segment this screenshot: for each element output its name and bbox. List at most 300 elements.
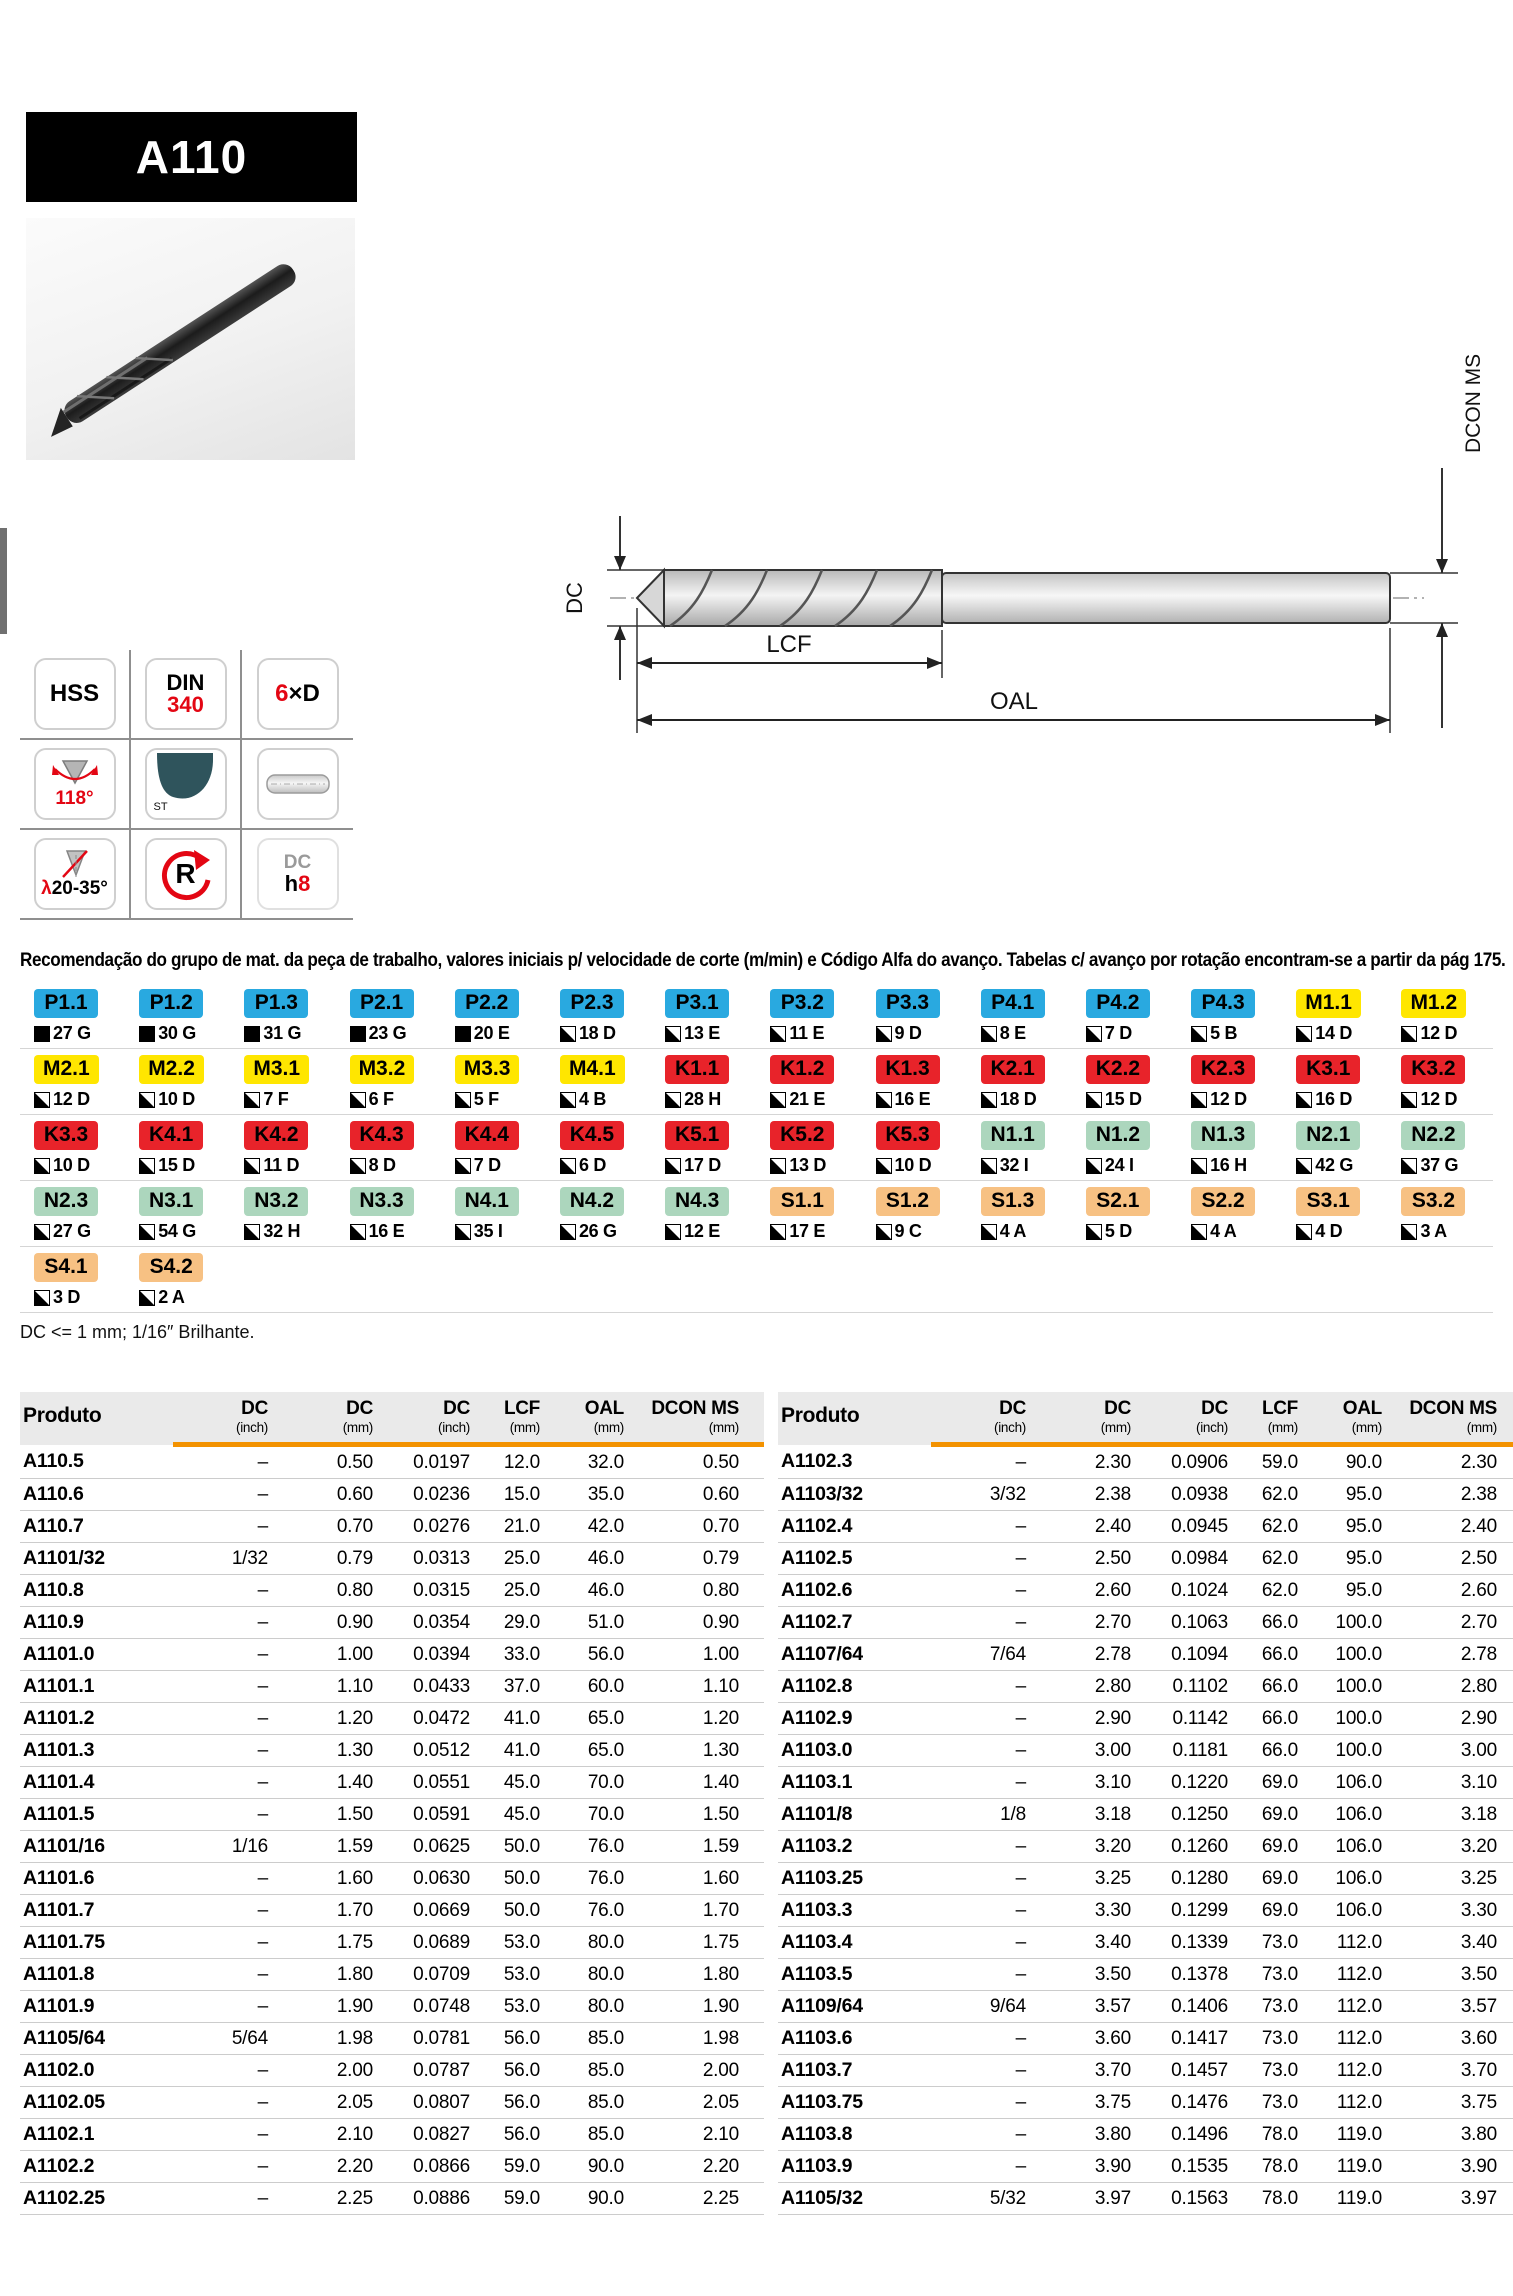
material-code-chip: S3.2	[1401, 1187, 1465, 1216]
spec-value: 1.10	[624, 1671, 764, 1703]
column-unit: (mm)	[1382, 1420, 1513, 1445]
table-row	[20, 2151, 764, 2183]
column-header-dc: DC	[268, 1392, 373, 1420]
product-code: A110.7	[20, 1511, 173, 1543]
spec-value: 33.0	[470, 1639, 540, 1671]
spec-value: 70.0	[540, 1767, 624, 1799]
material-group-P3.2	[756, 989, 861, 1041]
feed-square-icon	[1401, 1158, 1417, 1174]
spec-value: 0.1220	[1131, 1767, 1228, 1799]
table-row	[778, 1511, 1513, 1543]
cutting-speed-feed-code: 18 D	[981, 1089, 1037, 1110]
spec-value: 59.0	[470, 2183, 540, 2215]
spec-value: 50.0	[470, 1831, 540, 1863]
spec-value: 1.30	[624, 1735, 764, 1767]
feed-square-icon	[244, 1224, 260, 1240]
cutting-speed-feed-code: 3 D	[34, 1287, 80, 1308]
dcon-ms-label: DCON MS	[1462, 353, 1485, 453]
feed-square-icon	[1086, 1092, 1102, 1108]
icon-cell-6xd	[242, 650, 353, 740]
spec-value: –	[173, 1511, 268, 1543]
material-group-S2.1	[1072, 1187, 1177, 1239]
material-code-chip: K3.3	[34, 1121, 98, 1150]
spec-value: 56.0	[470, 2119, 540, 2151]
spec-value: –	[931, 2119, 1026, 2151]
spec-value: –	[931, 1927, 1026, 1959]
product-code: A110.6	[20, 1479, 173, 1511]
spec-value: 0.1024	[1131, 1575, 1228, 1607]
feed-square-icon	[981, 1092, 997, 1108]
column-header-produto: Produto	[778, 1392, 931, 1445]
footnote-text: DC <= 1 mm; 1/16″ Brilhante.	[20, 1322, 255, 1342]
product-code: A1102.05	[20, 2087, 173, 2119]
material-code-chip: M4.1	[560, 1055, 625, 1084]
spec-value: 50.0	[470, 1863, 540, 1895]
spec-value: 3.00	[1382, 1735, 1513, 1767]
spec-value: 0.0689	[373, 1927, 470, 1959]
spec-value: 29.0	[470, 1607, 540, 1639]
spec-value: 0.0669	[373, 1895, 470, 1927]
spec-value: 0.50	[624, 1445, 764, 1479]
spec-value: 3.25	[1026, 1863, 1131, 1895]
feed-square-icon	[665, 1092, 681, 1108]
cutting-speed-feed-code: 37 G	[1401, 1155, 1458, 1176]
spec-value: –	[173, 1927, 268, 1959]
spec-value: 1.70	[624, 1895, 764, 1927]
spec-value: 32.0	[540, 1445, 624, 1479]
spec-value: 0.1260	[1131, 1831, 1228, 1863]
column-header-oal: OAL	[1298, 1392, 1382, 1420]
spec-value: 9/64	[931, 1991, 1026, 2023]
cutting-speed-feed-code: 12 D	[1191, 1089, 1247, 1110]
feature-icon-grid	[20, 650, 353, 920]
cutting-speed-feed-code: 35 I	[455, 1221, 503, 1242]
spec-value: –	[931, 2087, 1026, 2119]
spec-value: 1/8	[931, 1799, 1026, 1831]
material-group-S1.3	[967, 1187, 1072, 1239]
column-unit: (inch)	[931, 1420, 1026, 1445]
spec-value: 3.30	[1382, 1895, 1513, 1927]
spec-value: 90.0	[540, 2151, 624, 2183]
material-group-P4.3	[1177, 989, 1282, 1041]
product-code: A1102.0	[20, 2055, 173, 2087]
product-photo	[26, 218, 355, 460]
spec-value: 69.0	[1228, 1831, 1298, 1863]
material-group-K1.3	[862, 1055, 967, 1107]
table-row	[20, 2023, 764, 2055]
cutting-speed-feed-code: 20 E	[455, 1023, 510, 1044]
cutting-speed-feed-code: 5 F	[455, 1089, 499, 1110]
spec-value: 1.75	[268, 1927, 373, 1959]
cutting-speed-feed-code: 12 E	[665, 1221, 720, 1242]
material-row	[20, 1247, 1493, 1313]
spec-value: 3.20	[1382, 1831, 1513, 1863]
spec-value: 0.0945	[1131, 1511, 1228, 1543]
cutting-speed-feed-code: 10 D	[139, 1089, 195, 1110]
product-code: A1102.5	[778, 1543, 931, 1575]
feed-square-icon	[455, 1224, 471, 1240]
material-code-chip: N4.3	[665, 1187, 729, 1216]
spec-value: 46.0	[540, 1575, 624, 1607]
spec-value: 2.40	[1382, 1511, 1513, 1543]
cutting-speed-feed-code: 12 D	[1401, 1023, 1457, 1044]
spec-value: 95.0	[1298, 1511, 1382, 1543]
spec-value: 3.30	[1026, 1895, 1131, 1927]
spec-value: 1.00	[268, 1639, 373, 1671]
material-group-P4.2	[1072, 989, 1177, 1041]
cutting-speed-feed-code: 26 G	[560, 1221, 617, 1242]
feed-square-icon	[34, 1158, 50, 1174]
product-code: A1102.1	[20, 2119, 173, 2151]
spec-value: 0.0807	[373, 2087, 470, 2119]
spec-value: 1.40	[624, 1767, 764, 1799]
material-code-chip: K1.2	[770, 1055, 834, 1084]
spec-value: 1.20	[624, 1703, 764, 1735]
material-code-chip: P3.3	[876, 989, 940, 1018]
material-group-P2.3	[546, 989, 651, 1041]
material-code-chip: N3.2	[244, 1187, 308, 1216]
cutting-speed-feed-code: 6 D	[560, 1155, 606, 1176]
material-group-S2.2	[1177, 1187, 1282, 1239]
spec-value: 53.0	[470, 1927, 540, 1959]
spec-value: 0.0472	[373, 1703, 470, 1735]
cutting-speed-feed-code: 9 D	[876, 1023, 922, 1044]
recommendation-text: Recomendação do grupo de mat. da peça de trabalho, valores iniciais p/ velocidade de corte (m/min) e Código Alfa do avanço. Tabelas c/ avanço por rotação encontram-se a partir da pág 175.	[20, 950, 1506, 971]
material-code-chip: K4.4	[455, 1121, 519, 1150]
table-row	[20, 1511, 764, 1543]
spec-value: 119.0	[1298, 2151, 1382, 2183]
spec-value: –	[931, 1607, 1026, 1639]
spec-value: 3.10	[1026, 1767, 1131, 1799]
material-group-K4.2	[230, 1121, 335, 1173]
material-group-M1.1	[1282, 989, 1387, 1041]
spec-value: 0.0313	[373, 1543, 470, 1575]
icon-cell-shank	[242, 740, 353, 830]
spec-value: 0.0354	[373, 1607, 470, 1639]
spec-value: 25.0	[470, 1543, 540, 1575]
spec-value: 85.0	[540, 2055, 624, 2087]
product-code: A1101.75	[20, 1927, 173, 1959]
column-unit: (mm)	[1228, 1420, 1298, 1445]
product-code: A1101.1	[20, 1671, 173, 1703]
spec-value: 25.0	[470, 1575, 540, 1607]
product-code: A1101.0	[20, 1639, 173, 1671]
material-group-M3.1	[230, 1055, 335, 1107]
spec-value: 62.0	[1228, 1575, 1298, 1607]
product-code: A1102.2	[20, 2151, 173, 2183]
spec-value: 2.25	[268, 2183, 373, 2215]
cutting-speed-feed-code: 18 D	[560, 1023, 616, 1044]
material-code-chip: K3.1	[1296, 1055, 1360, 1084]
table-row	[778, 1863, 1513, 1895]
table-row	[20, 1445, 764, 1479]
spec-value: 3.20	[1026, 1831, 1131, 1863]
spec-value: 2.38	[1382, 1479, 1513, 1511]
spec-value: –	[931, 2055, 1026, 2087]
spec-value: 90.0	[540, 2183, 624, 2215]
tolerance-h-label: h	[284, 871, 299, 896]
material-group-N4.3	[651, 1187, 756, 1239]
feed-square-icon	[34, 1224, 50, 1240]
spec-value: 2.40	[1026, 1511, 1131, 1543]
spec-value: 106.0	[1298, 1799, 1382, 1831]
spec-value: –	[931, 1767, 1026, 1799]
cutting-speed-feed-code: 4 B	[560, 1089, 606, 1110]
spec-value: –	[173, 2183, 268, 2215]
feed-square-icon	[1086, 1224, 1102, 1240]
icon-cell-tolerance	[242, 830, 353, 920]
spec-value: 21.0	[470, 1511, 540, 1543]
material-code-chip: S2.2	[1191, 1187, 1255, 1216]
spec-value: 106.0	[1298, 1863, 1382, 1895]
feed-square-icon	[1191, 1158, 1207, 1174]
spec-value: 3.50	[1382, 1959, 1513, 1991]
spec-value: 3.57	[1026, 1991, 1131, 2023]
material-code-chip: P2.3	[560, 989, 624, 1018]
material-code-chip: S1.2	[876, 1187, 940, 1216]
cutting-speed-feed-code: 24 I	[1086, 1155, 1134, 1176]
spec-value: 2.60	[1382, 1575, 1513, 1607]
material-group-K2.2	[1072, 1055, 1177, 1107]
feed-square-icon	[1401, 1026, 1417, 1042]
table-row	[20, 1703, 764, 1735]
product-code: A1102.25	[20, 2183, 173, 2215]
product-code: A1102.7	[778, 1607, 931, 1639]
material-code-chip: S3.1	[1296, 1187, 1360, 1216]
spec-value: –	[931, 1863, 1026, 1895]
table-row	[20, 2087, 764, 2119]
spec-value: 0.1063	[1131, 1607, 1228, 1639]
spec-value: 0.0748	[373, 1991, 470, 2023]
material-code-chip: K1.1	[665, 1055, 729, 1084]
spec-value: 53.0	[470, 1959, 540, 1991]
cutting-speed-feed-code: 16 E	[350, 1221, 405, 1242]
spec-value: 3.75	[1026, 2087, 1131, 2119]
spec-value: 76.0	[540, 1863, 624, 1895]
cutting-speed-feed-code: 15 D	[1086, 1089, 1142, 1110]
spec-value: 119.0	[1298, 2119, 1382, 2151]
material-code-chip: N3.3	[350, 1187, 414, 1216]
table-row	[778, 1639, 1513, 1671]
spec-value: 66.0	[1228, 1607, 1298, 1639]
cutting-speed-feed-code: 28 H	[665, 1089, 721, 1110]
spec-value: 3.97	[1026, 2183, 1131, 2215]
cutting-speed-feed-code: 12 D	[1401, 1089, 1457, 1110]
spec-value: 0.1417	[1131, 2023, 1228, 2055]
spec-value: 80.0	[540, 1927, 624, 1959]
spec-value: 2.20	[268, 2151, 373, 2183]
spec-value: 0.1142	[1131, 1703, 1228, 1735]
spec-value: 95.0	[1298, 1575, 1382, 1607]
feed-square-icon	[560, 1158, 576, 1174]
table-row	[778, 1543, 1513, 1575]
column-header-lcf: LCF	[1228, 1392, 1298, 1420]
lcf-label: LCF	[766, 631, 812, 658]
spec-value: 112.0	[1298, 2023, 1382, 2055]
spec-value: –	[931, 1735, 1026, 1767]
spec-value: 0.1181	[1131, 1735, 1228, 1767]
material-group-M3.3	[441, 1055, 546, 1107]
spec-value: 0.0551	[373, 1767, 470, 1799]
material-row	[20, 983, 1493, 1049]
spec-value: 0.0709	[373, 1959, 470, 1991]
feed-square-icon	[770, 1092, 786, 1108]
product-code: A1109/64	[778, 1991, 931, 2023]
spec-table-right-head	[778, 1392, 1513, 1445]
material-group-S3.2	[1387, 1187, 1492, 1239]
spec-value: –	[173, 1959, 268, 1991]
cutting-speed-feed-code: 9 C	[876, 1221, 922, 1242]
spec-value: 0.1457	[1131, 2055, 1228, 2087]
feed-square-icon	[560, 1092, 576, 1108]
material-code-chip: N3.1	[139, 1187, 203, 1216]
material-group-grid	[20, 983, 1493, 1313]
material-code-chip: K4.2	[244, 1121, 308, 1150]
material-row	[20, 1181, 1493, 1247]
spec-value: 0.1535	[1131, 2151, 1228, 2183]
product-code: A1101.2	[20, 1703, 173, 1735]
spec-value: 119.0	[1298, 2183, 1382, 2215]
spec-value: 1.90	[268, 1991, 373, 2023]
spec-value: 1.59	[268, 1831, 373, 1863]
spec-value: 2.00	[624, 2055, 764, 2087]
st-coating-label: ST	[153, 801, 168, 813]
cutting-speed-feed-code: 12 D	[34, 1089, 90, 1110]
spec-value: 73.0	[1228, 1959, 1298, 1991]
table-row	[778, 1991, 1513, 2023]
spec-value: –	[931, 1543, 1026, 1575]
feed-square-icon	[560, 1026, 576, 1042]
material-code-chip: N4.2	[560, 1187, 624, 1216]
spec-value: 3.90	[1026, 2151, 1131, 2183]
spec-value: 62.0	[1228, 1543, 1298, 1575]
material-group-P3.1	[651, 989, 756, 1041]
column-unit: (mm)	[624, 1420, 764, 1445]
spec-value: 3.60	[1026, 2023, 1131, 2055]
column-unit: (mm)	[1026, 1420, 1131, 1445]
table-row	[778, 1799, 1513, 1831]
spec-value: –	[931, 1895, 1026, 1927]
icon-cell-hss	[20, 650, 131, 740]
spec-value: –	[173, 2087, 268, 2119]
cutting-speed-feed-code: 16 D	[1296, 1089, 1352, 1110]
spec-table-right-body	[778, 1445, 1513, 2215]
material-group-K3.1	[1282, 1055, 1387, 1107]
spec-value: 95.0	[1298, 1479, 1382, 1511]
spec-value: 0.0625	[373, 1831, 470, 1863]
spec-value: 12.0	[470, 1445, 540, 1479]
material-group-P2.2	[441, 989, 546, 1041]
cutting-speed-feed-code: 42 G	[1296, 1155, 1353, 1176]
material-group-S4.1	[20, 1253, 125, 1305]
feed-square-icon	[1086, 1158, 1102, 1174]
material-code-chip: P3.2	[770, 989, 834, 1018]
table-row	[20, 1831, 764, 1863]
material-group-M4.1	[546, 1055, 651, 1107]
spec-value: –	[173, 1991, 268, 2023]
spec-value: 112.0	[1298, 1959, 1382, 1991]
material-row	[20, 1049, 1493, 1115]
spec-table-left-body	[20, 1445, 764, 2215]
material-code-chip: N2.2	[1401, 1121, 1465, 1150]
spec-value: 2.80	[1026, 1671, 1131, 1703]
material-code-chip: N2.1	[1296, 1121, 1360, 1150]
column-header-lcf: LCF	[470, 1392, 540, 1420]
column-header-dc: DC	[931, 1392, 1026, 1420]
spec-value: 0.1378	[1131, 1959, 1228, 1991]
column-unit: (mm)	[470, 1420, 540, 1445]
table-row	[778, 2023, 1513, 2055]
spec-value: 1.90	[624, 1991, 764, 2023]
material-group-N2.1	[1282, 1121, 1387, 1173]
product-code: A1101.6	[20, 1863, 173, 1895]
table-row	[20, 2055, 764, 2087]
spec-value: 80.0	[540, 1991, 624, 2023]
table-row	[20, 1671, 764, 1703]
feed-square-icon	[455, 1158, 471, 1174]
icon-cell-point-angle	[20, 740, 131, 830]
product-code: A1103.5	[778, 1959, 931, 1991]
material-group-K4.3	[336, 1121, 441, 1173]
drill-tip	[637, 570, 664, 626]
spec-value: 78.0	[1228, 2119, 1298, 2151]
material-row	[20, 1115, 1493, 1181]
material-code-chip: N4.1	[455, 1187, 519, 1216]
spec-value: –	[173, 1735, 268, 1767]
spec-value: 1.60	[268, 1863, 373, 1895]
feed-square-icon	[1296, 1026, 1312, 1042]
table-row	[778, 1831, 1513, 1863]
cutting-speed-feed-code: 4 A	[981, 1221, 1026, 1242]
material-code-chip: P4.3	[1191, 989, 1255, 1018]
product-code: A1107/64	[778, 1639, 931, 1671]
spec-value: 78.0	[1228, 2151, 1298, 2183]
column-header-dc: DC	[373, 1392, 470, 1420]
dc-label: DC	[562, 582, 587, 614]
spec-value: –	[173, 1863, 268, 1895]
material-group-K5.2	[756, 1121, 861, 1173]
din-number-label: 340	[167, 692, 204, 717]
spec-value: 62.0	[1228, 1479, 1298, 1511]
spec-value: –	[173, 1703, 268, 1735]
spec-value: –	[173, 2119, 268, 2151]
feed-square-icon	[244, 1158, 260, 1174]
spec-value: 100.0	[1298, 1639, 1382, 1671]
feed-square-icon	[350, 1026, 366, 1042]
spec-value: 2.10	[268, 2119, 373, 2151]
spec-value: 69.0	[1228, 1767, 1298, 1799]
material-group-P1.2	[125, 989, 230, 1041]
column-unit: (mm)	[540, 1420, 624, 1445]
spec-value: –	[931, 1703, 1026, 1735]
spec-value: 60.0	[540, 1671, 624, 1703]
material-group-N3.1	[125, 1187, 230, 1239]
material-group-S1.2	[862, 1187, 967, 1239]
cutting-speed-feed-code: 7 D	[1086, 1023, 1132, 1044]
material-group-K3.2	[1387, 1055, 1492, 1107]
spec-value: 1.60	[624, 1863, 764, 1895]
column-unit: (inch)	[173, 1420, 268, 1445]
material-group-S1.1	[756, 1187, 861, 1239]
feed-square-icon	[244, 1092, 260, 1108]
tolerance-grade-label: 8	[298, 871, 311, 896]
spec-value: –	[931, 2151, 1026, 2183]
spec-value: 0.90	[268, 1607, 373, 1639]
spec-value: 0.0630	[373, 1863, 470, 1895]
spec-value: 2.90	[1026, 1703, 1131, 1735]
spec-value: 3.97	[1382, 2183, 1513, 2215]
spec-value: 0.79	[624, 1543, 764, 1575]
